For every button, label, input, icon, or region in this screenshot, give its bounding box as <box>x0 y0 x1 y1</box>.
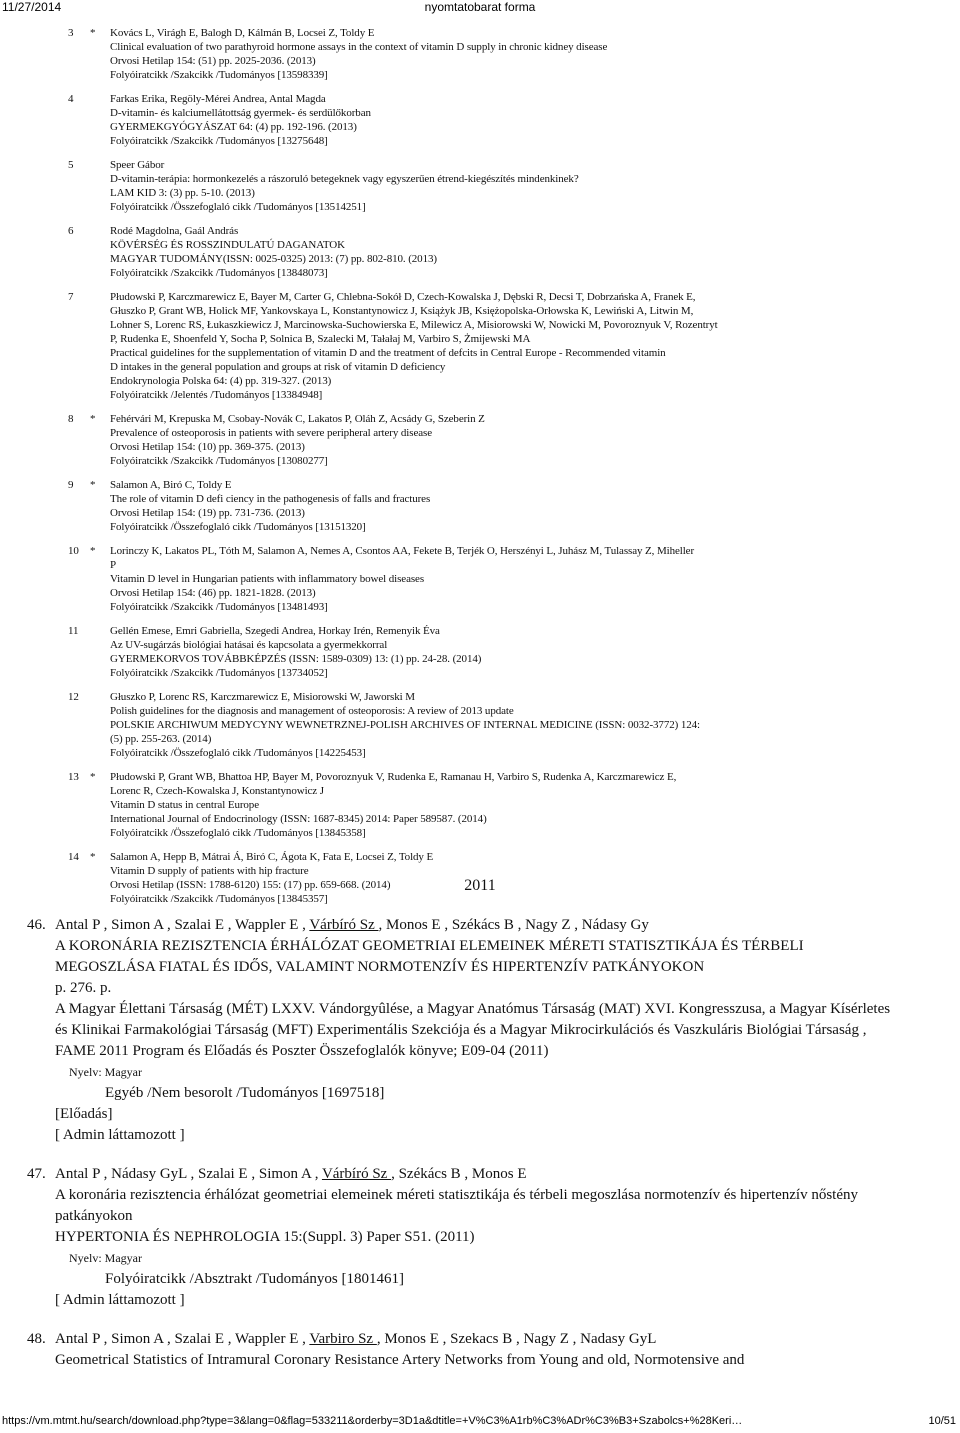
publication-pages: p. 276. p. <box>55 980 112 996</box>
citation-line: Orvosi Hetilap (ISSN: 1788-6120) 155: (17) pp. 659-668. (2014) <box>110 879 391 891</box>
citation-line: MAGYAR TUDOMÁNY(ISSN: 0025-0325) 2013: (7) pp. 802-810. (2013) <box>110 253 437 265</box>
citation-line: GYERMEKORVOS TOVÁBBKÉPZÉS (ISSN: 1589-0309) 13: (1) pp. 24-28. (2014) <box>110 653 482 665</box>
citation-number: 12 <box>68 691 79 703</box>
admin-status: [ Admin láttamozott ] <box>55 1292 185 1308</box>
citation-line: KÖVÉRSÉG ÉS ROSSZINDULATÚ DAGANATOK <box>110 239 345 251</box>
citation-line: Płudowski P, Karczmarewicz E, Bayer M, Carter G, Chlebna-Sokół D, Czech-Kowalska J, Dębski R, Decsi T, Dobrzańska A, Franek E, <box>110 291 696 303</box>
citation-item <box>0 690 960 760</box>
citation-list <box>0 26 960 916</box>
author-link[interactable]: Várbíró Sz <box>309 917 379 933</box>
citation-number: 5 <box>68 159 74 171</box>
page-title: nyomtatobarat forma <box>424 0 536 14</box>
citation-line: Az UV-sugárzás biológiai hatásai és kapcsolata a gyermekkorral <box>110 639 388 651</box>
citation-line: Clinical evaluation of two parathyroid hormone assays in the context of vitamin D supply in chronic kidney disease <box>110 41 608 53</box>
publication-item <box>0 915 960 1146</box>
citation-line: Płudowski P, Grant WB, Bhattoa HP, Bayer M, Povoroznyuk V, Rudenka E, Ramanau H, Varbiro S, Rudenka A, Karczmarewicz E, <box>110 771 677 783</box>
authors-before: Antal P , Simon A , Szalai E , Wappler E , <box>55 917 310 933</box>
citation-line: D-vitamin- és kalciumellátottság gyermek- és serdülőkorban <box>110 107 371 119</box>
publication-source: HYPERTONIA ÉS NEPHROLOGIA 15:(Suppl. 3) Paper S51. (2011) <box>55 1229 475 1245</box>
citation-star-marker: * <box>90 27 96 39</box>
publication-title: A KORONÁRIA REZISZTENCIA ÉRHÁLÓZAT GEOMETRIAI ELEMEINEK MÉRETI STATISZTIKÁJA ÉS TÉRBELI MEGOSZLÁSA FIATAL ÉS IDŐS, VALAMINT NORMOTENZÍV ÉS HIPERTENZÍV PATKÁNYOKON <box>55 938 804 975</box>
citation-line: Rodé Magdolna, Gaál András <box>110 225 239 237</box>
print-date: 11/27/2014 <box>2 0 62 14</box>
citation-item <box>0 544 960 614</box>
citation-line: Folyóiratcikk /Szakcikk /Tudományos [13845357] <box>110 893 328 905</box>
citation-item <box>0 290 960 402</box>
citation-line: Folyóiratcikk /Szakcikk /Tudományos [13734052] <box>110 667 328 679</box>
citation-line: Gellén Emese, Emri Gabriella, Szegedi Andrea, Horkay Irén, Remenyik Éva <box>110 625 440 637</box>
footer-url[interactable]: https://vm.mtmt.hu/search/download.php?type=3&lang=0&flag=533211&orderby=3D1a&dtitle=+V%C3%A1rb%C3%ADr%C3%B3+Szabolcs+%28Keri… <box>2 1415 743 1427</box>
citation-line: Endokrynologia Polska 64: (4) pp. 319-327. (2013) <box>110 375 332 387</box>
citation-line: Folyóiratcikk /Szakcikk /Tudományos [13848073] <box>110 267 328 279</box>
citation-item <box>0 478 960 534</box>
citation-number: 11 <box>68 625 79 637</box>
citation-line: Speer Gábor <box>110 159 165 171</box>
citation-line: Lorenc R, Czech-Kowalska J, Konstantynowicz J <box>110 785 324 797</box>
citation-line: Orvosi Hetilap 154: (51) pp. 2025-2036. (2013) <box>110 55 316 67</box>
citation-line: Folyóiratcikk /Jelentés /Tudományos [13384948] <box>110 389 323 401</box>
citation-line: (5) pp. 255-263. (2014) <box>110 733 212 745</box>
publication-list <box>0 915 960 1389</box>
citation-line: Farkas Erika, Regöly-Mérei Andrea, Antal Magda <box>110 93 326 105</box>
authors-before: Antal P , Nádasy GyL , Szalai E , Simon A , <box>55 1166 322 1182</box>
citation-line: Vitamin D supply of patients with hip fracture <box>110 865 309 877</box>
citation-number: 6 <box>68 225 74 237</box>
publication-language: Nyelv: Magyar <box>69 1065 142 1079</box>
citation-item <box>0 158 960 214</box>
authors-after: , Monos E , Szekacs B , Nagy Z , Nadasy GyL <box>376 1331 657 1347</box>
citation-line: Fehérvári M, Krepuska M, Csobay-Novák C, Lakatos P, Oláh Z, Acsády G, Szeberin Z <box>110 413 485 425</box>
citation-line: Głuszko P, Grant WB, Holick MF, Yankovskaya L, Konstantynowicz J, Książyk JB, Księżopolska-Orłowska K, Lewiński A, Litwin M, <box>110 305 694 317</box>
publication-language: Nyelv: Magyar <box>69 1251 142 1265</box>
publication-category: Folyóiratcikk /Absztrakt /Tudományos [1801461] <box>105 1271 405 1287</box>
page-number: 10/51 <box>928 1415 956 1427</box>
authors-after: , Monos E , Székács B , Nagy Z , Nádasy Gy <box>378 917 649 933</box>
citation-line: GYERMEKGYÓGYÁSZAT 64: (4) pp. 192-196. (2013) <box>110 121 357 133</box>
citation-line: Polish guidelines for the diagnosis and management of osteoporosis: A review of 2013 update <box>110 705 514 717</box>
citation-line: Prevalence of osteoporosis in patients with severe peripheral artery disease <box>110 427 432 439</box>
citation-line: Salamon A, Biró C, Toldy E <box>110 479 232 491</box>
page-footer <box>0 1415 960 1431</box>
publication-item <box>0 1329 960 1371</box>
citation-line: P, Rudenka E, Shoenfeld Y, Socha P, Solnica B, Szalecki M, Tałałaj M, Varbiro S, Żmijewski MA <box>110 333 531 345</box>
citation-line: Folyóiratcikk /Szakcikk /Tudományos [13481493] <box>110 601 328 613</box>
citation-number: 7 <box>68 291 74 303</box>
citation-line: P <box>110 559 117 571</box>
citation-line: Vitamin D level in Hungarian patients with inflammatory bowel diseases <box>110 573 425 585</box>
publication-item <box>0 1164 960 1311</box>
citation-line: Folyóiratcikk /Szakcikk /Tudományos [13080277] <box>110 455 328 467</box>
citation-item <box>0 624 960 680</box>
citation-line: Practical guidelines for the supplementation of vitamin D and the treatment of defcits in Central Europe - Recommended vitamin <box>110 347 666 359</box>
citation-line: Orvosi Hetilap 154: (10) pp. 369-375. (2013) <box>110 441 305 453</box>
publication-authors <box>55 1164 900 1185</box>
citation-line: Folyóiratcikk /Összefoglaló cikk /Tudományos [13845358] <box>110 827 366 839</box>
citation-line: Lorinczy K, Lakatos PL, Tóth M, Salamon A, Nemes A, Csontos AA, Fekete B, Terjék O, Herszényi L, Juhász M, Tulassay Z, Miheller <box>110 545 695 557</box>
citation-line: LAM KID 3: (3) pp. 5-10. (2013) <box>110 187 255 199</box>
publication-number: 46. <box>27 917 46 933</box>
citation-line: Folyóiratcikk /Szakcikk /Tudományos [13275648] <box>110 135 328 147</box>
authors-after: , Székács B , Monos E <box>391 1166 527 1182</box>
citation-item <box>0 224 960 280</box>
citation-number: 9 <box>68 479 74 491</box>
citation-line: D intakes in the general population and groups at risk of vitamin D deficiency <box>110 361 446 373</box>
citation-line: Kovács L, Virágh E, Balogh D, Kálmán B, Locsei Z, Toldy E <box>110 27 375 39</box>
citation-line: Orvosi Hetilap 154: (46) pp. 1821-1828. (2013) <box>110 587 316 599</box>
publication-title: Geometrical Statistics of Intramural Coronary Resistance Artery Networks from Young and old, Normotensive and <box>55 1352 745 1368</box>
citation-star-marker: * <box>90 479 96 491</box>
citation-line: Folyóiratcikk /Összefoglaló cikk /Tudományos [14225453] <box>110 747 366 759</box>
year-heading: 2011 <box>464 877 496 894</box>
citation-line: Lohner S, Lorenc RS, Łukaszkiewicz J, Marcinowska-Suchowierska E, Milewicz A, Misiorowski W, Nowicki M, Povoroznyuk V, Rozentryt <box>110 319 718 331</box>
author-link[interactable]: Várbíró Sz <box>321 1166 392 1182</box>
citation-line: Vitamin D status in central Europe <box>110 799 259 811</box>
citation-line: International Journal of Endocrinology (ISSN: 1687-8345) 2014: Paper 589587. (2014) <box>110 813 487 825</box>
citation-item <box>0 770 960 840</box>
citation-number: 3 <box>68 27 74 39</box>
citation-line: Orvosi Hetilap 154: (19) pp. 731-736. (2013) <box>110 507 305 519</box>
citation-star-marker: * <box>90 545 96 557</box>
publication-number: 48. <box>27 1331 46 1347</box>
publication-authors <box>55 1329 900 1350</box>
citation-line: Folyóiratcikk /Összefoglaló cikk /Tudományos [13514251] <box>110 201 366 213</box>
citation-number: 4 <box>68 93 74 105</box>
publication-type-tag: [Előadás] <box>55 1106 113 1122</box>
publication-title: A koronária rezisztencia érhálózat geometriai elemeinek méreti statisztikája és térbeli megoszlása normotenzív és hipertenzív nőstény patkányokon <box>55 1187 859 1224</box>
author-link[interactable]: Varbiro Sz <box>309 1331 377 1347</box>
citation-line: Folyóiratcikk /Szakcikk /Tudományos [13598339] <box>110 69 328 81</box>
authors-before: Antal P , Simon A , Szalai E , Wappler E , <box>55 1331 310 1347</box>
citation-number: 13 <box>68 771 79 783</box>
page-header <box>0 0 960 16</box>
publication-source: A Magyar Élettani Társaság (MÉT) LXXV. Vándorgyûlése, a Magyar Anatómus Társaság (MAT) XVI. Kongresszusa, a Magyar Kísérletes és Klinikai Farmakológiai Társaság (MFT) Experimentális Szekciója és a Magyar Mikrocirkulációs és Vaszkuláris Biológiai Társaság , FAME 2011 Program és Előadás és Poszter Összefoglalók könyve; E09-04 (2011) <box>55 1001 891 1059</box>
citation-number: 14 <box>68 851 79 863</box>
publication-authors <box>55 915 900 936</box>
citation-line: POLSKIE ARCHIWUM MEDYCYNY WEWNETRZNEJ-POLISH ARCHIVES OF INTERNAL MEDICINE (ISSN: 0032-3772) 124: <box>110 719 700 731</box>
citation-line: Głuszko P, Lorenc RS, Karczmarewicz E, Misiorowski W, Jaworski M <box>110 691 415 703</box>
citation-item <box>0 412 960 468</box>
admin-status: [ Admin láttamozott ] <box>55 1127 185 1143</box>
citation-line: D-vitamin-terápia: hormonkezelés a rászoruló betegeknek vagy egyszerűen étrend-kiegészítés mindenkinek? <box>110 173 579 185</box>
citation-star-marker: * <box>90 413 96 425</box>
citation-star-marker: * <box>90 851 96 863</box>
citation-line: The role of vitamin D defi ciency in the pathogenesis of falls and fractures <box>110 493 431 505</box>
citation-item <box>0 26 960 82</box>
publication-number: 47. <box>27 1166 46 1182</box>
publication-category: Egyéb /Nem besorolt /Tudományos [1697518] <box>105 1085 385 1101</box>
citation-line: Folyóiratcikk /Összefoglaló cikk /Tudományos [13151320] <box>110 521 366 533</box>
citation-star-marker: * <box>90 771 96 783</box>
citation-number: 8 <box>68 413 74 425</box>
citation-item <box>0 92 960 148</box>
citation-number: 10 <box>68 545 79 557</box>
citation-line: Salamon A, Hepp B, Mátrai Á, Biró C, Ágota K, Fata E, Locsei Z, Toldy E <box>110 851 434 863</box>
